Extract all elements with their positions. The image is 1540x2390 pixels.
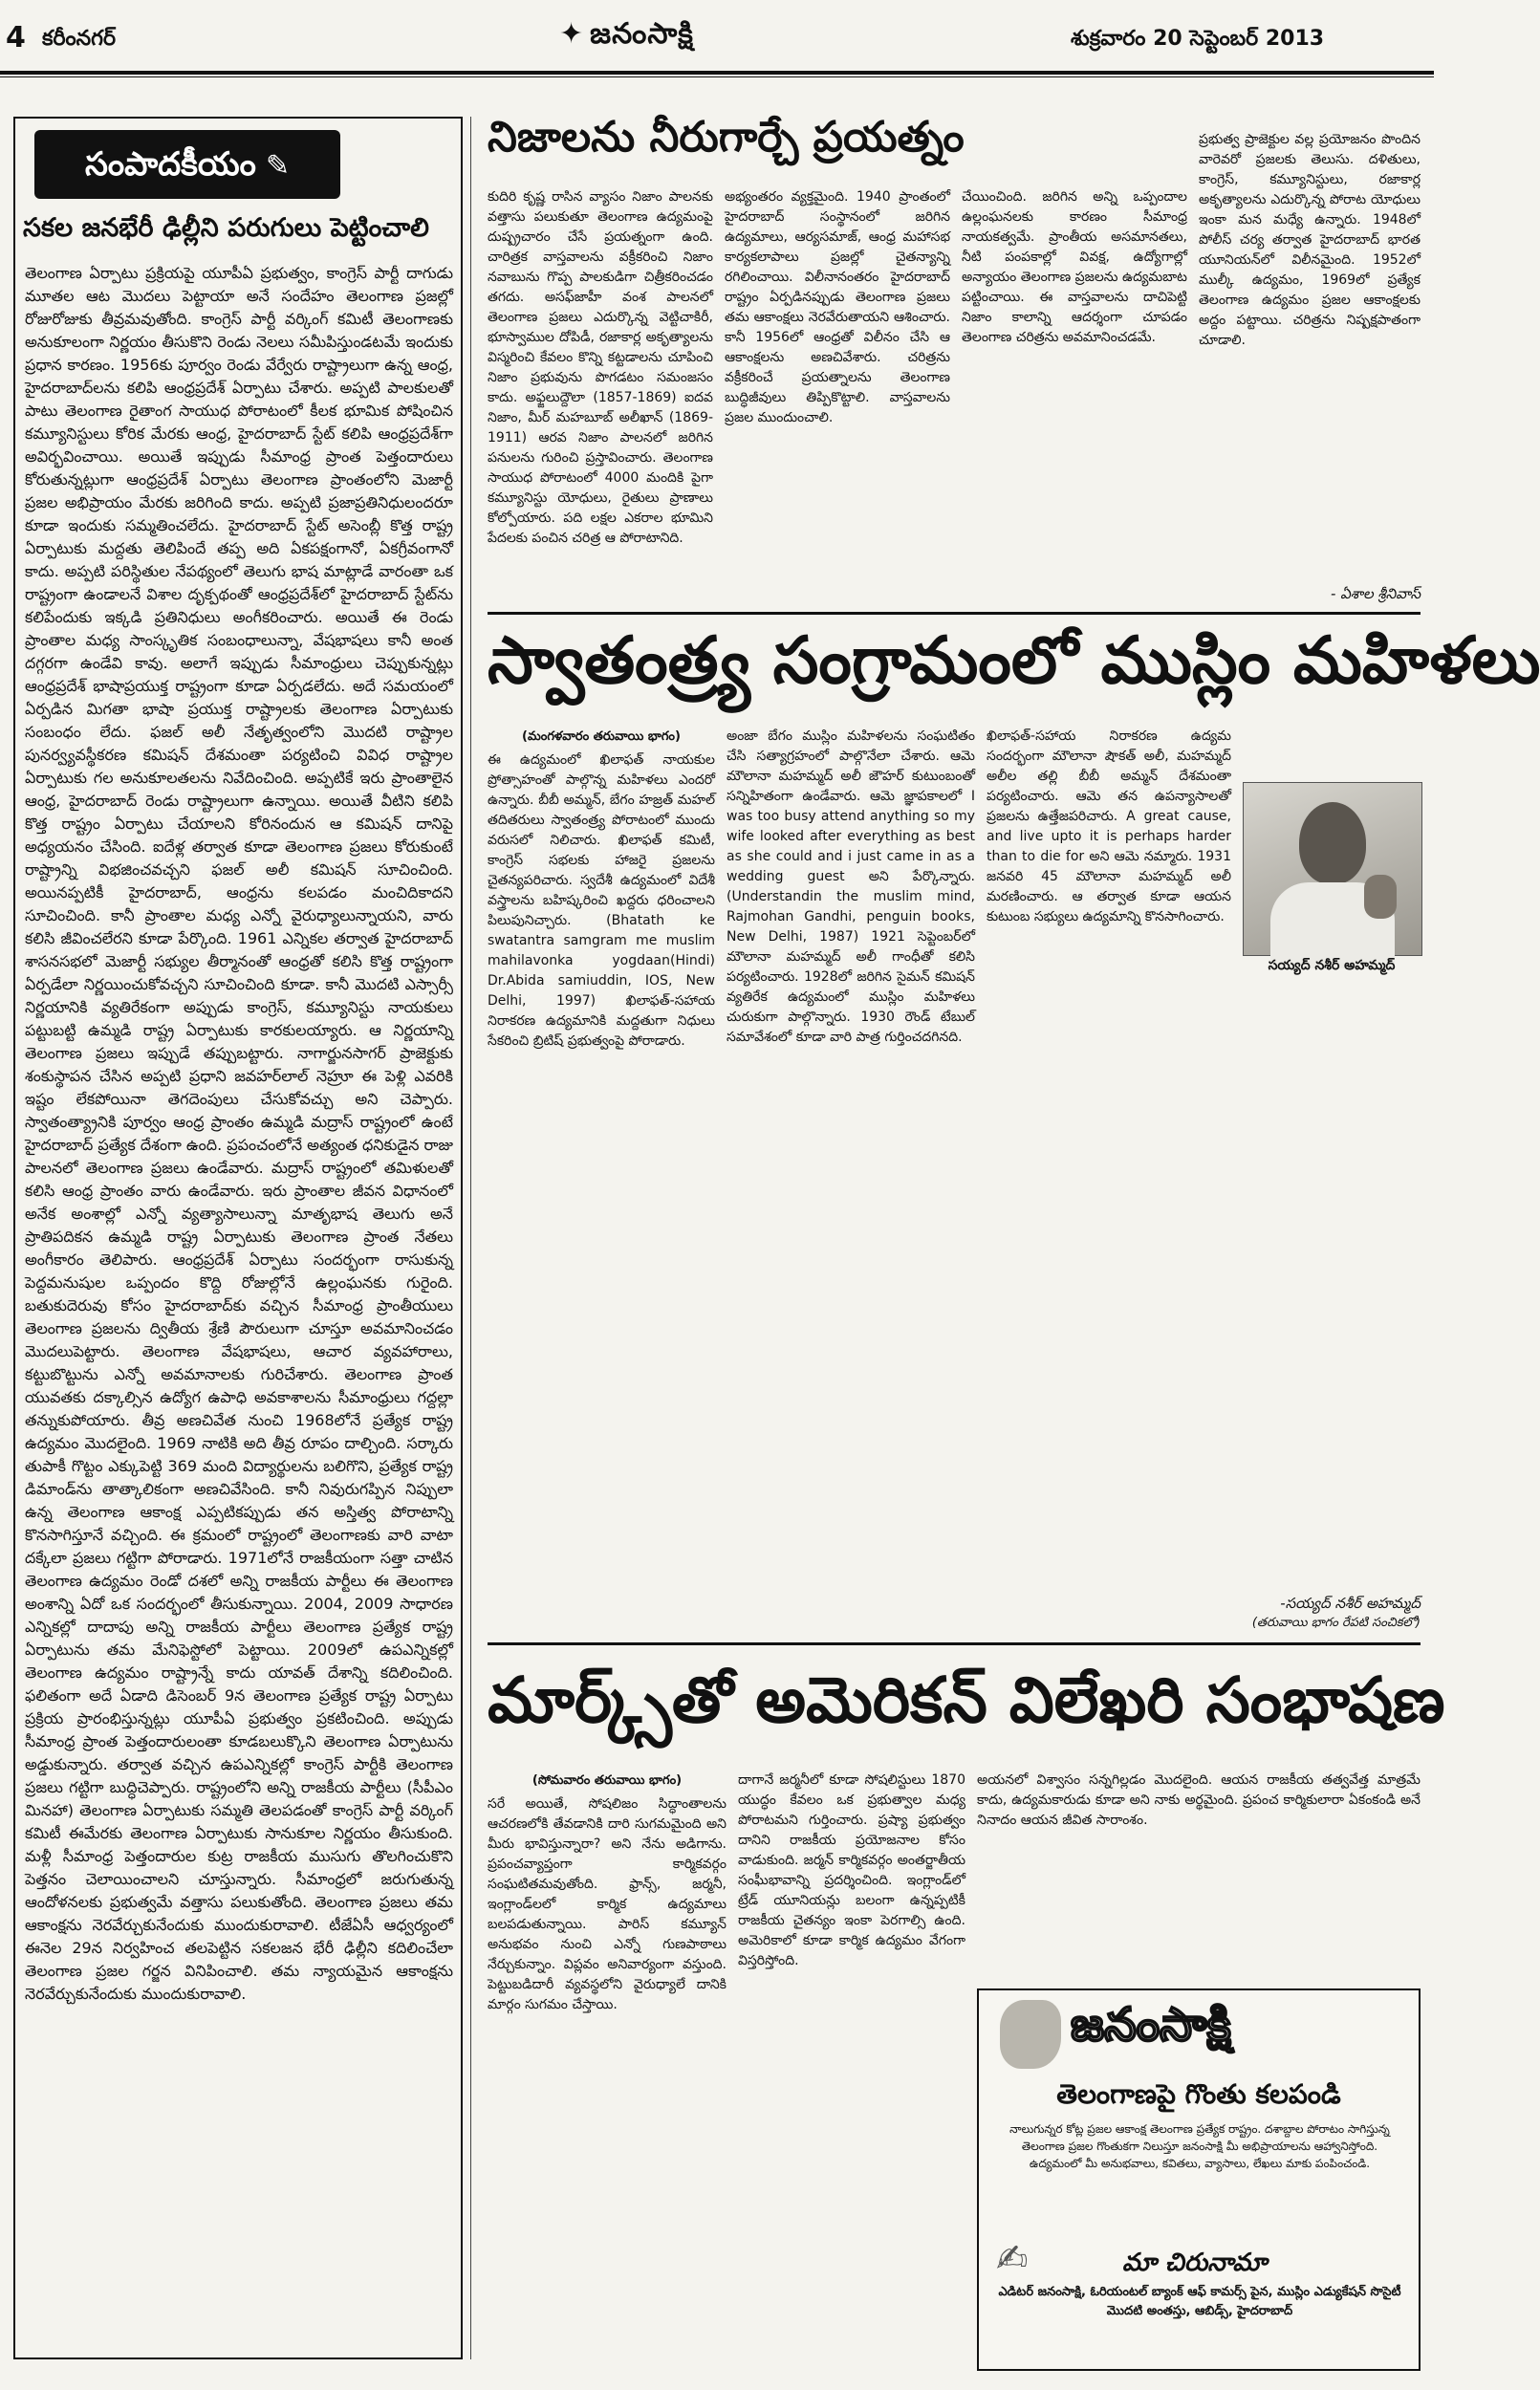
author-photo-caption: సయ్యద్‌ నశీర్‌ అహమ్మద్‌	[1268, 958, 1396, 973]
ad-address: ఎడిటర్‌ జనంసాక్షి, ఓరియంటల్‌ బ్యాంక్‌ ఆఫ్‌ కామర్స్‌ పైన, ముస్లిం ఎడ్యుకేషన్‌ సొసైటీ మొదటి అంతస్తు, ఆబిడ్స్‌, హైదరాబాద్‌	[998, 2285, 1401, 2318]
article3-column-3: అయనలో విశ్వాసం సన్నగిల్లడం మొదలైంది. ఆయన రాజకీయ తత్వవేత్త మాత్రమే కాదు, ఉద్యమకారుడు కూడా అని నాకు అర్థమైంది. ప్రపంచ కార్మికులారా ఏకంకండి అనే నినాదం ఆయన జీవిత సారాంశం.	[977, 1772, 1421, 1828]
article1-headline: నిజాలను నీరుగార్చే ప్రయత్నం	[488, 113, 965, 162]
section-rule	[488, 612, 1421, 615]
page-header	[0, 0, 1434, 82]
author-photo	[1243, 782, 1422, 956]
editorial-label	[34, 130, 340, 199]
ad-address-title: మా చిరునామా	[1122, 2249, 1268, 2277]
section-name: కరీంనగర్	[42, 27, 117, 51]
column-divider	[470, 117, 471, 2359]
article2-column-1	[488, 727, 715, 1587]
editorial-label-text: సంపాదకీయం	[84, 145, 256, 184]
article2-column-3: ఖిలాఫత్‌-సహాయ నిరాకరణ ఉద్యమ సందర్భంగా మౌలానా షౌకత్‌ అలీ, మహమ్మద్‌ అలీల తల్లి బీబీ అమ్మన్‌ దేశమంతా పర్యటించారు. ఆమె తన ఉపన్యాసాలతో ప్రజలను ఉత్తేజపరిచారు. A great cause, and live upto it is perhaps harder than to die for అని ఆమె నమ్మారు. 1931 జనవరి 45 మౌలానా మహమ్మద్‌ అలీ మరణించారు. ఆ తర్వాత కూడా ఆయన కుటుంబ సభ్యులు ఉద్యమాన్ని కొనసాగించారు.	[987, 728, 1231, 924]
janamsakshi-ad	[977, 1988, 1421, 2371]
article3-intro: (సోమవారం తరువాయి భాగం)	[531, 1773, 683, 1788]
writing-hand-icon: ✍	[996, 2237, 1029, 2281]
article2-intro: (మంగళవారం తరువాయి భాగం)	[522, 729, 681, 744]
section-rule-2	[488, 1642, 1421, 1645]
article2-column-2: అంజా బేగం ముస్లిం మహిళలను సంఘటితం చేసి సత్యాగ్రహంలో పాల్గొనేలా చేశారు. ఆమె మౌలానా మహమ్మద్‌ అలీ జౌహర్‌ కుటుంబంతో సన్నిహితంగా ఉండేవారు. ఆమె జ్ఞాపకాలలో I was too busy attend anything so my wife looked after everything as best as she could and i just came in as a wedding guest అని పేర్కొన్నారు. (Understandin the muslim mind, Rajmohan Gandhi, penguin books, New Delhi, 1987) 1921 సెప్టెంబర్‌లో మౌలానా మహమ్మద్‌ అలీ గాంధీతో కలిసి పర్యటించారు. 1928లో జరిగిన సైమన్‌ కమిషన్‌ వ్యతిరేక ఉద్యమంలో ముస్లిం మహిళలు చురుకుగా పాల్గొన్నారు. 1930 రౌండ్‌ టేబుల్‌ సమావేశంలో కూడా వారి పాత్ర గుర్తించదగినది.	[727, 728, 975, 1045]
article3-column-1-text: సరే అయితే, సోషలిజం సిద్ధాంతాలను ఆచరణలోకి తేవడానికి దారి సుగమమైంది అని మీరు భావిస్తున్నారా? అని నేను అడిగాను. ప్రపంచవ్యాప్తంగా కార్మికవర్గం సంఘటితమవుతోంది. ఫ్రాన్స్‌, జర్మనీ, ఇంగ్లాండ్‌లలో కార్మిక ఉద్యమాలు బలపడుతున్నాయి. పారిస్‌ కమ్యూన్‌ అనుభవం నుంచి ఎన్నో గుణపాఠాలు నేర్చుకున్నాం. విప్లవం అనివార్యంగా వస్తుంది. పెట్టుబడిదారీ వ్యవస్థలోని వైరుధ్యాలే దానికి మార్గం సుగమం చేస్తాయి.	[488, 1796, 727, 2012]
article2-headline: స్వాతంత్ర్య సంగ్రామంలో ముస్లిం మహిళలు	[488, 623, 1540, 699]
masthead-title: జనంసాక్షి	[590, 17, 694, 51]
header-rule	[0, 71, 1434, 75]
article1-column-4: ప్రభుత్వ ప్రాజెక్టుల వల్ల ప్రయోజనం పొందిన వారెవరో ప్రజలకు తెలుసు. దళితులు, కాంగ్రెస్‌, కమ్యూనిస్టులు, రజాకార్ల అకృత్యాలను ఎదుర్కొన్న పోరాట యోధులు ఇంకా మన మధ్యే ఉన్నారు. 1948లో పోలీస్‌ చర్య తర్వాత హైదరాబాద్‌ భారత యూనియన్‌లో విలీనమైంది. 1952లో ముల్కీ ఉద్యమం, 1969లో ప్రత్యేక తెలంగాణ ఉద్యమం ప్రజల ఆకాంక్షలకు అద్దం పట్టాయి. చరిత్రను నిష్పక్షపాతంగా చూడాలి.	[1199, 132, 1421, 348]
masthead	[559, 17, 694, 57]
editorial-title: సకల జనభేరీ ఢిల్లీని పరుగులు పెట్టించాలి	[23, 213, 429, 243]
pen-icon: ✎	[265, 149, 290, 183]
editorial-body: తెలంగాణ ఏర్పాటు ప్రక్రియపై యూపీఏ ప్రభుత్వం, కాంగ్రెస్‌ పార్టీ దాగుడు మూతల ఆట మొదలు పెట్టాయా అనే సందేహం తెలంగాణ ప్రజల్లో రోజురోజుకు తీవ్రమవుతోంది. కాంగ్రెస్‌ పార్టీ వర్కింగ్‌ కమిటీ తెలంగాణకు అనుకూలంగా నిర్ణయం తీసుకొని రెండు నెలలు సమీపిస్తుండటమే ఇందుకు ప్రధాన కారణం. 1956కు పూర్వం రెండు వేర్వేరు రాష్ట్రాలుగా ఉన్న ఆంధ్ర, హైదరాబాద్‌లను కలిపి ఆంధ్రప్రదేశ్‌ ఏర్పాటు చేశారు. అప్పటి పాలకులతో పాటు తెలంగాణ రైతాంగ సాయుధ పోరాటంలో కీలక భూమిక పోషించిన కమ్యూనిస్టులు కోరిక మేరకు ఆంధ్ర, హైదరాబాద్‌ స్టేట్‌ కలిపి ఆంధ్రప్రదేశ్‌గా అవిర్భవించాయి. అయితే ఇప్పుడు సీమాంధ్ర ప్రాంత పెత్తందారులు కోరుతున్నట్లుగా ఆంధ్రప్రదేశ్‌ ఏర్పాటు తెలంగాణ ప్రాంతంలోని మెజార్టీ ప్రజల అభిప్రాయం మేరకు జరిగింది కాదు. అప్పటి ప్రజాప్రతినిధులందరూ కూడా ఇందుకు సమ్మతించలేదు. హైదరాబాద్‌ స్టేట్‌ అసెంబ్లీ కొత్త రాష్ట్ర ఏర్పాటుకు మద్దతు తెలిపిందే తప్ప అది ఏకపక్షంగానో, ఏకగ్రీవంగానో కాదు. అప్పటి పరిస్థితుల నేపథ్యంలో తెలుగు భాష మాట్లాడే వారంతా ఒక రాష్ట్రంగా ఉండాలనే విశాల దృక్పథంతో ఆంధ్రప్రదేశ్‌లో హైదరాబాద్‌ స్టేట్‌ను కలిపేందుకు ఇక్కడి ప్రతినిధులు అంగీకరించారు. అయితే ఈ రెండు ప్రాంతాల మధ్య సాంస్కృతిక సంబంధాలున్నా, వేషభాషలు కానీ అంత దగ్గరగా ఉండేవి కావు. అలాగే ఇప్పుడు సీమాంధ్రులు చెప్పుకున్నట్లు ఆంధ్రప్రదేశ్‌ భాషాప్రయుక్త రాష్ట్రంగా కూడా ఏర్పడలేదు. అదే సమయంలో ఏర్పడిన మిగతా భాషా ప్రయుక్త రాష్ట్రాలకు తెలంగాణ ఏర్పాటుకు సంబంధం లేదు. ఫజల్‌ అలీ నేతృత్వంలోని మొదటి రాష్ట్రాల పునర్వ్యవస్థీకరణ కమిషన్‌ దేశమంతా పర్యటించి వివిధ రాష్ట్రాల ఏర్పాటుకు గల అనుకూలతలను నివేదించింది. అప్పటికే ఇరు ప్రాంతాలైన ఆంధ్ర, హైదరాబాద్‌ రెండు రాష్ట్రాలుగా ఉన్నాయి. అయితే వీటిని కలిపి కొత్త రాష్ట్రం ఏర్పాటు చేయాలని కోరినందున ఆ కమిషన్‌ దానిపై అధ్యయనం చేసింది. ఐదేళ్ల తర్వాత కూడా తెలంగాణ ప్రజలు కోరుకుంటే రాష్ట్రాన్ని విభజించవచ్చని ఫజల్‌ అలీ కమిషన్‌ సూచించింది. అయినప్పటికీ హైదరాబాద్‌, ఆంధ్రను కలపడం మంచిదికాదని సూచించింది. కానీ ప్రాంతాల మధ్య ఎన్నో వైరుధ్యాలున్నాయని, వారు కలిసి జీవించలేరని కూడా పేర్కొంది. 1961 ఎన్నికల తర్వాత హైదరాబాద్‌ శాసనసభలో మెజార్టీ సభ్యుల తీర్మానంతో ఆంధ్రతో కలిసి కొత్త రాష్ట్రంగా ఏర్పడేలా నిర్ణయించుకోవచ్చని సూచించింది కూడా. కానీ మొదటి ఎస్సార్సీ నిర్ణయానికి వ్యతిరేకంగా అప్పుడు కాంగ్రెస్‌, కమ్యూనిస్టు నాయకులు పట్టుబట్టి ఉమ్మడి రాష్ట్ర ఏర్పాటుకు కారకులయ్యారు. ఆ నిర్ణయాన్ని తెలంగాణ ప్రజలు ఇప్పుడే తప్పుబట్టారు. నాగార్జునసాగర్‌ ప్రాజెక్టుకు శంకుస్థాపన చేసిన అప్పటి ప్రధాని జవహర్‌లాల్‌ నెహ్రూ ఈ పెళ్లి ఎవరికి ఇష్టం లేకపోయినా తెగదెంపులు చేసుకోవచ్చు అని చెప్పారు. స్వాతంత్య్రానికి పూర్వం ఆంధ్ర ప్రాంతం ఉమ్మడి మద్రాస్‌ రాష్ట్రంలో ఉంటే హైదరాబాద్‌ ప్రత్యేక దేశంగా ఉంది. ప్రపంచంలోనే అత్యంత ధనికుడైన రాజు పాలనలో తెలంగాణ ప్రజలు ఉండేవారు. మద్రాస్‌ రాష్ట్రంలో తమిళులతో కలిసి ఆంధ్ర ప్రాంతం వారు ఉండేవారు. ఇరు ప్రాంతాల జీవన విధానంలో అనేక అంశాల్లో ఎన్నో వ్యత్యాసాలున్నా మాతృభాష తెలుగు అనే ప్రాతిపదికన ఉమ్మడి రాష్ట్ర ఏర్పాటుకు తెలంగాణ ప్రాంత నేతలు అంగీకారం తెలిపారు. ఆంధ్రప్రదేశ్‌ ఏర్పాటు సందర్భంగా రాసుకున్న పెద్దమనుషుల ఒప్పందం కొద్ది రోజుల్లోనే ఉల్లంఘనకు గురైంది. బతుకుదెరువు కోసం హైదరాబాద్‌కు వచ్చిన సీమాంధ్ర ప్రాంతీయులు తెలంగాణ ప్రజలను ద్వితీయ శ్రేణి పౌరులుగా చూస్తూ అవమానించడం మొదలుపెట్టారు. తెలంగాణ వేషభాషలు, ఆచార వ్యవహారాలు, కట్టుబొట్టును ఎన్నో అవమానాలకు గురిచేశారు. తెలంగాణ ప్రాంత యువతకు దక్కాల్సిన ఉద్యోగ ఉపాధి అవకాశాలను సీమాంధ్రులు గద్దల్లా తన్నుకుపోయారు. తీవ్ర అణచివేత నుంచి 1968లోనే ప్రత్యేక రాష్ట్ర ఉద్యమం మొదలైంది. 1969 నాటికి అది తీవ్ర రూపం దాల్చింది. సర్కారు తుపాకీ గొట్టం ఎక్కుపెట్టి 369 మంది విద్యార్థులను బలిగొని, ప్రత్యేక రాష్ట్ర డిమాండ్‌ను తాత్కాలికంగా అణచివేసింది. కానీ నివురుగప్పిన నిప్పులా ఉన్న తెలంగాణ ఆకాంక్ష ఎప్పటికప్పుడు తన అస్తిత్వ పోరాటాన్ని కొనసాగిస్తూనే వచ్చింది. ఈ క్రమంలో రాష్ట్రంలో తెలంగాణకు వారి వాటా దక్కేలా ప్రజలు గట్టిగా పోరాడారు. 1971లోనే రాజకీయంగా సత్తా చాటిన తెలంగాణ ఉద్యమం రెండో దశలో అన్ని రాజకీయ పార్టీలు ఈ తెలంగాణ అంశాన్ని ఏదో ఒక సందర్భంలో తీసుకున్నాయి. 2004, 2009 సాధారణ ఎన్నికల్లో దాదాపు అన్ని రాజకీయ పార్టీలు తెలంగాణ ప్రత్యేక రాష్ట్ర ఏర్పాటును తమ మేనిఫెస్టోలో పెట్టాయి. 2009లో ఉపఎన్నికల్లో తెలంగాణ ఉద్యమం రాష్ట్రాన్నే కాదు యావత్‌ దేశాన్ని కదిలించింది. ఫలితంగా అదే ఏడాది డిసెంబర్‌ 9న తెలంగాణ ప్రత్యేక రాష్ట్ర ఏర్పాటు ప్రక్రియ ప్రారంభిస్తున్నట్లు యూపీఏ ప్రభుత్వం ప్రకటించింది. అప్పుడు సీమాంధ్ర ప్రాంత పెత్తందారులంతా కూడబలుక్కొని తెలంగాణ ఏర్పాటును అడ్డుకున్నారు. తర్వాత వచ్చిన ఉపఎన్నికల్లో కాంగ్రెస్‌ పార్టీకి తెలంగాణ ప్రజలు గట్టిగా బుద్ధిచెప్పారు. రాష్ట్రంలోని అన్ని రాజకీయ పార్టీలు (సీపీఎం మినహా) తెలంగాణ ఏర్పాటుకు సమ్మతి తెలపడంతో కాంగ్రెస్‌ పార్టీ వర్కింగ్‌ కమిటీ ఈమేరకు తెలంగాణ ఏర్పాటుకు సానుకూల నిర్ణయం తీసుకుంది. మళ్లీ సీమాంధ్ర పెత్తందారుల కుట్ర రాజకీయ ముసుగు తొలగించుకొని పెత్తనం చెలాయించాలని చూస్తున్నారు. సీమాంధ్రలో జరుగుతున్న ఆందోళనలకు ప్రభుత్వమే వత్తాసు పలుకుతోంది. తెలంగాణ ప్రజలు తమ ఆకాంక్షను నెరవేర్చుకునేందుకు ముందుకురావాలి. టీజేఏసీ ఆధ్వర్యంలో ఈనెల 29న నిర్వహించ తలపెట్టిన సకలజన భేరీ ఢిల్లీని కదిలించేలా తెలంగాణ ప్రజల గర్జన వినిపించాలి. తమ న్యాయమైన ఆకాంక్షను నెరవేర్చుకునేందుకు ముందుకురావాలి.	[25, 264, 454, 2003]
masthead-logo-icon: ✦	[559, 17, 585, 51]
dateline: శుక్రవారం 20 సెప్టెంబర్ 2013	[1071, 27, 1325, 51]
article1-column-2: అభ్యంతరం వ్యక్తమైంది. 1940 ప్రాంతంలో హైదరాబాద్‌ సంస్థానంలో జరిగిన ఉద్యమాలు, ఆర్యసమాజ్‌, ఆంధ్ర మహాసభ కార్యకలాపాలు ప్రజల్లో చైతన్యాన్ని రగిలించాయి. విలీనానంతరం హైదరాబాద్‌ రాష్ట్రం ఏర్పడినప్పుడు తెలంగాణ ప్రజలు తమ ఆకాంక్షలు నెరవేరుతాయని ఆశించారు. కానీ 1956లో ఆంధ్రతో విలీనం చేసి ఆ ఆకాంక్షలను అణచివేశారు. చరిత్రను వక్రీకరించే ప్రయత్నాలను తెలంగాణ బుద్ధిజీవులు తిప్పికొట్టాలి. వాస్తవాలను ప్రజల ముందుంచాలి.	[725, 189, 950, 425]
ad-tagline: తెలంగాణపై గొంతు కలపండి	[1056, 2078, 1341, 2110]
telangana-map-icon	[1000, 2000, 1061, 2069]
ad-text: నాలుగున్నర కోట్ల ప్రజల ఆకాంక్ష తెలంగాణ ప్రత్యేక రాష్ట్రం. దశాబ్దాల పోరాటం సాగిస్తున్న తెలంగాణ ప్రజల గొంతుకగా నిలుస్తూ జనంసాక్షి మీ అభిప్రాయాలను ఆహ్వానిస్తోంది. ఉద్యమంలో మీ అనుభవాలు, కవితలు, వ్యాసాలు, లేఖలు మాకు పంపించండి.	[1009, 2122, 1390, 2170]
article3-column-2: దాగానే జర్మనీలో కూడా సోషలిస్టులు 1870 యుద్ధం కేవలం ఒక ప్రభుత్వాల మధ్య పోరాటమని గుర్తించారు. ప్రష్యా ప్రభుత్వం దానిని రాజకీయ ప్రయోజనాల కోసం వాడుకుంది. జర్మన్‌ కార్మికవర్గం అంతర్జాతీయ సంఘీభావాన్ని ప్రదర్శించింది. ఇంగ్లాండ్‌లో ట్రేడ్‌ యూనియన్లు బలంగా ఉన్నప్పటికీ రాజకీయ చైతన్యం ఇంకా పెరగాల్సి ఉంది. అమెరికాలో కూడా కార్మిక ఉద్యమం వేగంగా విస్తరిస్తోంది.	[738, 1772, 965, 1968]
article2-continued-note: (తరువాయి భాగం రేపటి సంచికలో)	[1251, 1616, 1421, 1630]
header-rule-thin	[0, 76, 1434, 77]
article2-byline: -సయ్యద్‌ నశీర్‌ అహమ్మద్‌	[1280, 1595, 1421, 1612]
article1-column-1: కుదిరి కృష్ణ రాసిన వ్యాసం నిజాం పాలనకు వత్తాసు పలుకుతూ తెలంగాణ ఉద్యమంపై దుష్ప్రచారం చేసే ప్రయత్నంగా ఉంది. చారిత్రక వాస్తవాలను వక్రీకరించి నిజాం నవాబును గొప్ప పాలకుడిగా చిత్రీకరించడం తగదు. అసఫ్‌జాహీ వంశ పాలనలో తెలంగాణ ప్రజలు ఎదుర్కొన్న వెట్టిచాకిరీ, భూస్వాముల దోపిడీ, రజాకార్ల అకృత్యాలను విస్మరించి కేవలం కొన్ని కట్టడాలను చూపించి నిజాం ప్రభువును పొగడటం సమంజసం కాదు. అఫ్జలుద్దౌలా (1857-1869) ఐదవ నిజాం, మీర్‌ మహబూబ్‌ అలీఖాన్‌ (1869-1911) ఆరవ నిజాం పాలనలో జరిగిన పనులను గురించి ప్రస్తావించారు. తెలంగాణ సాయుధ పోరాటంలో 4000 మందికి పైగా కమ్యూనిస్టు యోధులు, రైతులు ప్రాణాలు కోల్పోయారు. పది లక్షల ఎకరాల భూమిని పేదలకు పంచిన చరిత్ర ఆ పోరాటానిది.	[488, 189, 713, 546]
article1-byline: - ఏశాల శ్రీనివాస్‌	[1330, 585, 1421, 602]
page-number: 4	[6, 21, 26, 54]
article2-column-1-text: ఈ ఉద్యమంలో ఖిలాఫత్‌ నాయకుల ప్రోత్సాహంతో పాల్గొన్న మహిళలు ఎందరో ఉన్నారు. బీబీ అమ్మన్‌, బేగం హజ్రత్‌ మహల్‌ తదితరులు స్వాతంత్ర్య పోరాటంలో ముందు వరుసలో నిలిచారు. ఖిలాఫత్‌ కమిటీ, కాంగ్రెస్‌ సభలకు హాజరై ప్రజలను చైతన్యపరిచారు. స్వదేశీ ఉద్యమంలో విదేశీ వస్త్రాలను బహిష్కరించి ఖద్దరు ధరించాలని పిలుపునిచ్చారు. (Bhatath ke swatantra samgram me muslim mahilavonka yogdaan(Hindi) Dr.Abida samiuddin, IOS, New Delhi, 1997) ఖిలాఫత్‌-సహాయ నిరాకరణ ఉద్యమానికి మద్దతుగా నిధులు సేకరించి బ్రిటిష్‌ ప్రభుత్వంపై పోరాడారు.	[488, 752, 715, 1049]
article1-column-3: చేయించింది. జరిగిన అన్ని ఒప్పందాల ఉల్లంఘనలకు కారణం సీమాంధ్ర నాయకత్వమే. ప్రాంతీయ అసమానతలు, నీటి పంపకాల్లో వివక్ష, ఉద్యోగాల్లో అన్యాయం తెలంగాణ ప్రజలను ఉద్యమబాట పట్టించాయి. ఈ వాస్తవాలను దాచిపెట్టి నిజాం కాలాన్ని ఆదర్శంగా చూపడం తెలంగాణ చరిత్రను అవమానించడమే.	[962, 189, 1187, 345]
article2-column-4	[1243, 985, 1421, 1587]
article3-headline: మార్క్స్‌తో అమెరికన్‌ విలేఖరి సంభాషణ	[488, 1663, 1445, 1737]
article3-column-1	[488, 1771, 727, 2363]
editorial-box	[13, 117, 463, 2359]
ad-brand: జనంసాక్షి	[1071, 1998, 1231, 2052]
